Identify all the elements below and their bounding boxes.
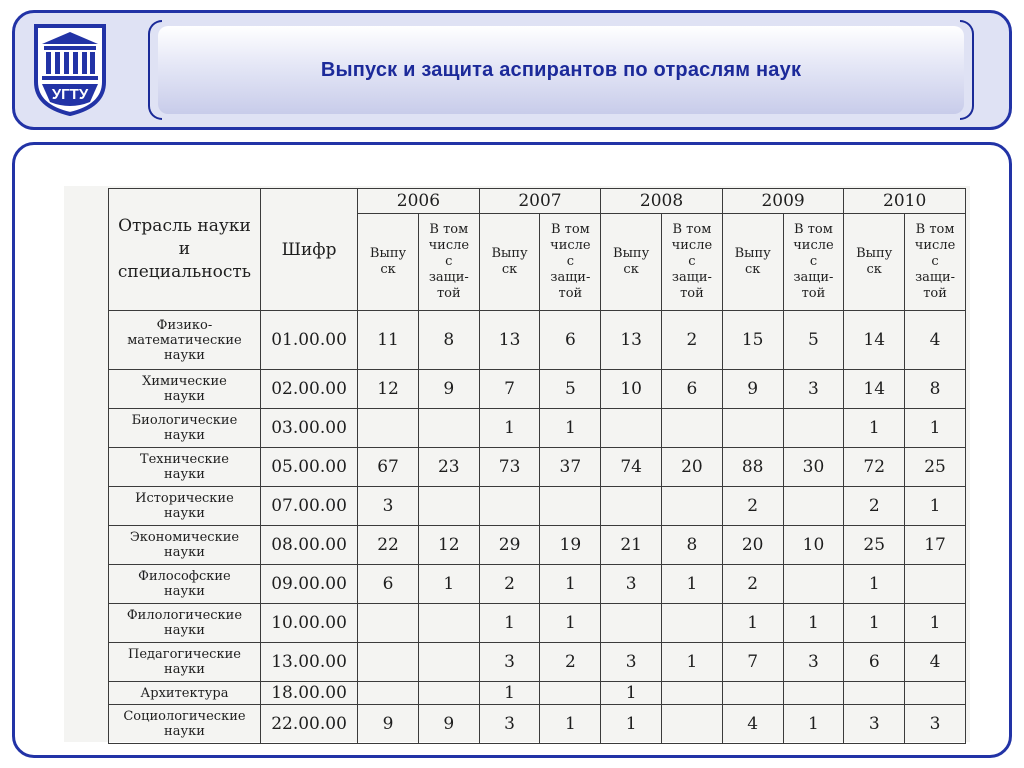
- value-cell: 1: [540, 565, 601, 604]
- value-cell: 2: [722, 487, 783, 526]
- title-banner: [158, 26, 964, 114]
- field-name-cell: Физико- математические науки: [109, 311, 261, 370]
- building-columns-icon: [30, 22, 110, 118]
- table-row: [109, 705, 966, 744]
- field-name-cell: Экономические науки: [109, 526, 261, 565]
- value-cell: 2: [844, 487, 905, 526]
- value-cell: 1: [905, 409, 966, 448]
- value-cell: 8: [418, 311, 479, 370]
- value-cell: 25: [905, 448, 966, 487]
- value-cell: 88: [722, 448, 783, 487]
- value-cell: [601, 409, 662, 448]
- value-cell: 13: [601, 311, 662, 370]
- value-cell: [358, 643, 419, 682]
- value-cell: 3: [783, 643, 844, 682]
- field-name-cell: Педагогические науки: [109, 643, 261, 682]
- value-cell: [418, 643, 479, 682]
- field-code-cell: 05.00.00: [260, 448, 357, 487]
- defended-subheader: В том числе с защи- той: [905, 214, 966, 311]
- value-cell: [783, 487, 844, 526]
- value-cell: 30: [783, 448, 844, 487]
- table-row: [109, 448, 966, 487]
- value-cell: 1: [540, 409, 601, 448]
- value-cell: 8: [662, 526, 723, 565]
- value-cell: 14: [844, 311, 905, 370]
- value-cell: [662, 705, 723, 744]
- field-name-cell: Химические науки: [109, 370, 261, 409]
- value-cell: 8: [905, 370, 966, 409]
- graduates-subheader: Выпу ск: [601, 214, 662, 311]
- defended-subheader: В том числе с защи- той: [783, 214, 844, 311]
- page-title: Выпуск и защита аспирантов по отраслям наук: [320, 58, 802, 81]
- value-cell: 1: [722, 604, 783, 643]
- value-cell: 6: [662, 370, 723, 409]
- value-cell: 10: [601, 370, 662, 409]
- value-cell: 3: [783, 370, 844, 409]
- field-name-cell: Биологические науки: [109, 409, 261, 448]
- value-cell: 12: [358, 370, 419, 409]
- graduates-subheader: Выпу ск: [722, 214, 783, 311]
- value-cell: 1: [905, 604, 966, 643]
- value-cell: [418, 487, 479, 526]
- value-cell: 19: [540, 526, 601, 565]
- table-row: [109, 409, 966, 448]
- logo-text: УГТУ: [51, 86, 89, 103]
- value-cell: 9: [418, 705, 479, 744]
- field-name-cell: Архитектура: [109, 682, 261, 705]
- value-cell: [722, 409, 783, 448]
- university-logo: [30, 22, 110, 118]
- graduates-subheader: Выпу ск: [479, 214, 540, 311]
- value-cell: 1: [783, 705, 844, 744]
- value-cell: 11: [358, 311, 419, 370]
- value-cell: 2: [722, 565, 783, 604]
- value-cell: 29: [479, 526, 540, 565]
- defended-subheader: В том числе с защи- той: [540, 214, 601, 311]
- value-cell: 6: [358, 565, 419, 604]
- value-cell: 2: [662, 311, 723, 370]
- graduates-subheader: Выпу ск: [358, 214, 419, 311]
- value-cell: [662, 487, 723, 526]
- field-name-cell: Социологические науки: [109, 705, 261, 744]
- value-cell: 1: [844, 409, 905, 448]
- value-cell: 9: [358, 705, 419, 744]
- value-cell: [783, 565, 844, 604]
- table-row: [109, 682, 966, 705]
- value-cell: 1: [783, 604, 844, 643]
- header-code-cell: Шифр: [260, 189, 357, 311]
- value-cell: 9: [722, 370, 783, 409]
- value-cell: 3: [905, 705, 966, 744]
- value-cell: [601, 487, 662, 526]
- graduates-subheader: Выпу ск: [844, 214, 905, 311]
- value-cell: 21: [601, 526, 662, 565]
- table-row: [109, 311, 966, 370]
- value-cell: 1: [479, 604, 540, 643]
- value-cell: [662, 604, 723, 643]
- value-cell: 5: [540, 370, 601, 409]
- field-code-cell: 02.00.00: [260, 370, 357, 409]
- value-cell: 1: [540, 604, 601, 643]
- value-cell: [905, 682, 966, 705]
- value-cell: 1: [418, 565, 479, 604]
- year-header: 2007: [479, 189, 601, 214]
- value-cell: 4: [905, 643, 966, 682]
- field-code-cell: 07.00.00: [260, 487, 357, 526]
- value-cell: 1: [601, 705, 662, 744]
- value-cell: [722, 682, 783, 705]
- value-cell: 7: [722, 643, 783, 682]
- value-cell: 12: [418, 526, 479, 565]
- value-cell: [358, 604, 419, 643]
- value-cell: [358, 682, 419, 705]
- value-cell: 3: [479, 705, 540, 744]
- field-name-cell: Исторические науки: [109, 487, 261, 526]
- field-name-cell: Технические науки: [109, 448, 261, 487]
- defended-subheader: В том числе с защи- той: [662, 214, 723, 311]
- value-cell: [783, 682, 844, 705]
- value-cell: 13: [479, 311, 540, 370]
- table-row: [109, 487, 966, 526]
- year-header: 2010: [844, 189, 966, 214]
- field-code-cell: 22.00.00: [260, 705, 357, 744]
- field-code-cell: 09.00.00: [260, 565, 357, 604]
- value-cell: 3: [844, 705, 905, 744]
- value-cell: 72: [844, 448, 905, 487]
- value-cell: [662, 682, 723, 705]
- value-cell: 4: [905, 311, 966, 370]
- value-cell: [479, 487, 540, 526]
- table-row: [109, 604, 966, 643]
- value-cell: [783, 409, 844, 448]
- value-cell: [418, 682, 479, 705]
- value-cell: 6: [540, 311, 601, 370]
- field-name-cell: Философские науки: [109, 565, 261, 604]
- value-cell: 25: [844, 526, 905, 565]
- value-cell: [358, 409, 419, 448]
- value-cell: 14: [844, 370, 905, 409]
- value-cell: 73: [479, 448, 540, 487]
- table-row: [109, 565, 966, 604]
- value-cell: 1: [844, 604, 905, 643]
- year-header: 2009: [722, 189, 844, 214]
- value-cell: 3: [601, 565, 662, 604]
- value-cell: [662, 409, 723, 448]
- value-cell: 9: [418, 370, 479, 409]
- value-cell: 3: [479, 643, 540, 682]
- value-cell: 23: [418, 448, 479, 487]
- value-cell: 22: [358, 526, 419, 565]
- value-cell: 74: [601, 448, 662, 487]
- value-cell: [601, 604, 662, 643]
- table-row: [109, 526, 966, 565]
- value-cell: 7: [479, 370, 540, 409]
- value-cell: 20: [662, 448, 723, 487]
- value-cell: 15: [722, 311, 783, 370]
- value-cell: 1: [662, 565, 723, 604]
- field-name-cell: Филологические науки: [109, 604, 261, 643]
- table-row: [109, 370, 966, 409]
- header-name-cell: Отрасль науки и специальность: [109, 189, 261, 311]
- value-cell: 2: [540, 643, 601, 682]
- value-cell: 10: [783, 526, 844, 565]
- value-cell: [905, 565, 966, 604]
- value-cell: 1: [479, 409, 540, 448]
- table-row: [109, 643, 966, 682]
- value-cell: 1: [905, 487, 966, 526]
- value-cell: 1: [479, 682, 540, 705]
- field-code-cell: 01.00.00: [260, 311, 357, 370]
- value-cell: 20: [722, 526, 783, 565]
- value-cell: 1: [601, 682, 662, 705]
- value-cell: 4: [722, 705, 783, 744]
- table-header-row: [109, 189, 966, 214]
- value-cell: [540, 682, 601, 705]
- field-code-cell: 03.00.00: [260, 409, 357, 448]
- value-cell: 17: [905, 526, 966, 565]
- field-code-cell: 18.00.00: [260, 682, 357, 705]
- year-header: 2008: [601, 189, 723, 214]
- value-cell: 6: [844, 643, 905, 682]
- value-cell: 1: [844, 565, 905, 604]
- field-code-cell: 13.00.00: [260, 643, 357, 682]
- field-code-cell: 08.00.00: [260, 526, 357, 565]
- year-header: 2006: [358, 189, 480, 214]
- value-cell: [844, 682, 905, 705]
- value-cell: [418, 409, 479, 448]
- value-cell: [418, 604, 479, 643]
- value-cell: 3: [358, 487, 419, 526]
- value-cell: [540, 487, 601, 526]
- field-code-cell: 10.00.00: [260, 604, 357, 643]
- defended-subheader: В том числе с защи- той: [418, 214, 479, 311]
- value-cell: 1: [662, 643, 723, 682]
- value-cell: 3: [601, 643, 662, 682]
- value-cell: 5: [783, 311, 844, 370]
- value-cell: 37: [540, 448, 601, 487]
- value-cell: 67: [358, 448, 419, 487]
- value-cell: 2: [479, 565, 540, 604]
- value-cell: 1: [540, 705, 601, 744]
- graduates-table: [108, 188, 966, 744]
